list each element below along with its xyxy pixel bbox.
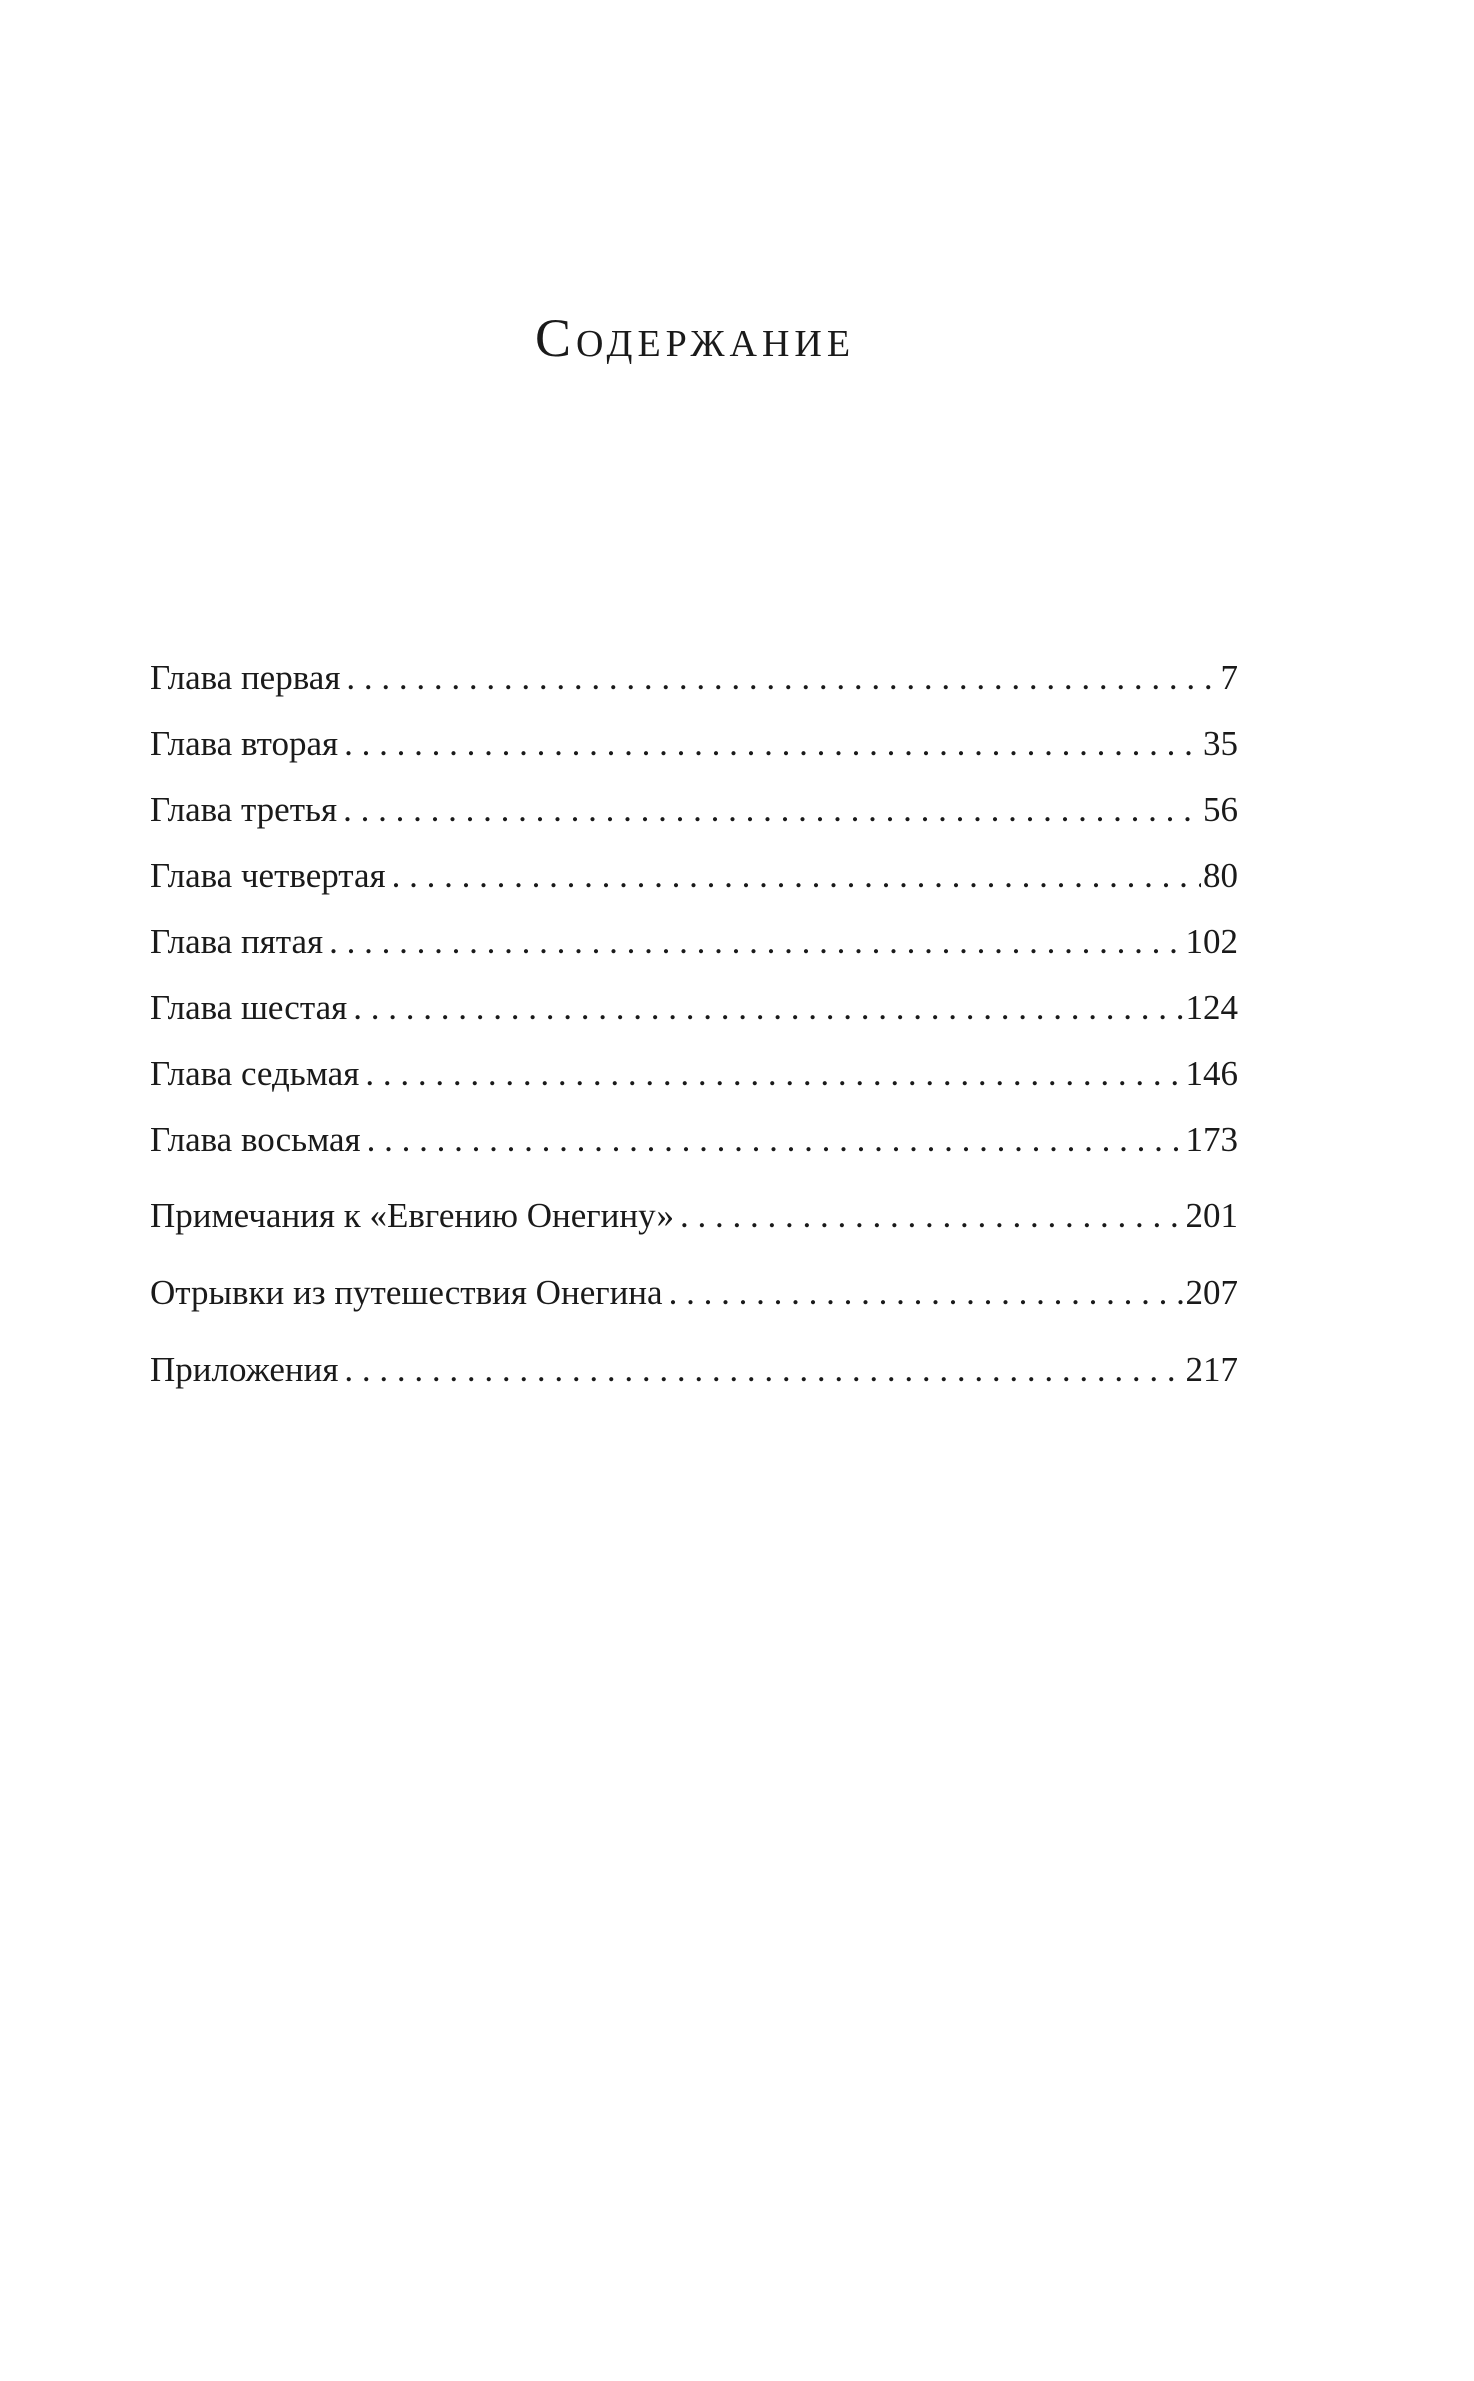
toc-entry[interactable] bbox=[150, 1183, 1238, 1249]
page-title: Содержание bbox=[534, 308, 856, 368]
dot-leader bbox=[365, 1041, 1183, 1107]
toc-entry[interactable] bbox=[150, 777, 1238, 843]
toc-entry-label: Глава восьмая bbox=[150, 1120, 361, 1159]
dot-leader bbox=[367, 1107, 1184, 1173]
table-of-contents bbox=[150, 645, 1238, 1403]
toc-entry-label: Примечания к «Евгению Онегину» bbox=[150, 1196, 674, 1235]
toc-entry[interactable] bbox=[150, 909, 1238, 975]
toc-entry[interactable] bbox=[150, 975, 1238, 1041]
toc-entry-page: 201 bbox=[1185, 1196, 1238, 1235]
toc-entry-page: 102 bbox=[1185, 922, 1238, 961]
dot-leader bbox=[669, 1260, 1184, 1326]
dot-leader bbox=[392, 843, 1201, 909]
toc-entry-page: 173 bbox=[1185, 1120, 1238, 1159]
toc-entry-page: 35 bbox=[1203, 724, 1238, 763]
toc-entry-label: Приложения bbox=[150, 1350, 339, 1389]
toc-entry-label: Глава шестая bbox=[150, 988, 348, 1027]
dot-leader bbox=[344, 711, 1201, 777]
toc-entry[interactable] bbox=[150, 1041, 1238, 1107]
toc-entry[interactable] bbox=[150, 843, 1238, 909]
toc-entry-label: Отрывки из путешествия Онегина bbox=[150, 1273, 663, 1312]
toc-entry[interactable] bbox=[150, 711, 1238, 777]
dot-leader bbox=[346, 645, 1218, 711]
dot-leader bbox=[353, 975, 1183, 1041]
toc-entry[interactable] bbox=[150, 1107, 1238, 1173]
toc-entry-label: Глава четвертая bbox=[150, 856, 386, 895]
dot-leader bbox=[343, 777, 1201, 843]
toc-entry[interactable] bbox=[150, 1260, 1238, 1326]
dot-leader bbox=[680, 1183, 1184, 1249]
toc-entry-page: 124 bbox=[1185, 988, 1238, 1027]
toc-entry-page: 217 bbox=[1185, 1350, 1238, 1389]
toc-entry-page: 80 bbox=[1203, 856, 1238, 895]
toc-entry-label: Глава вторая bbox=[150, 724, 339, 763]
toc-entry-label: Глава первая bbox=[150, 658, 341, 697]
toc-entry-label: Глава пятая bbox=[150, 922, 324, 961]
toc-entry-page: 146 bbox=[1185, 1054, 1238, 1093]
toc-entry-label: Глава третья bbox=[150, 790, 338, 829]
toc-entry[interactable] bbox=[150, 1337, 1238, 1403]
toc-entry[interactable] bbox=[150, 645, 1238, 711]
dot-leader bbox=[329, 909, 1183, 975]
dot-leader bbox=[344, 1337, 1183, 1403]
toc-entry-page: 56 bbox=[1203, 790, 1238, 829]
toc-entry-page: 7 bbox=[1220, 658, 1238, 697]
toc-entry-page: 207 bbox=[1185, 1273, 1238, 1312]
toc-entry-label: Глава седьмая bbox=[150, 1054, 360, 1093]
